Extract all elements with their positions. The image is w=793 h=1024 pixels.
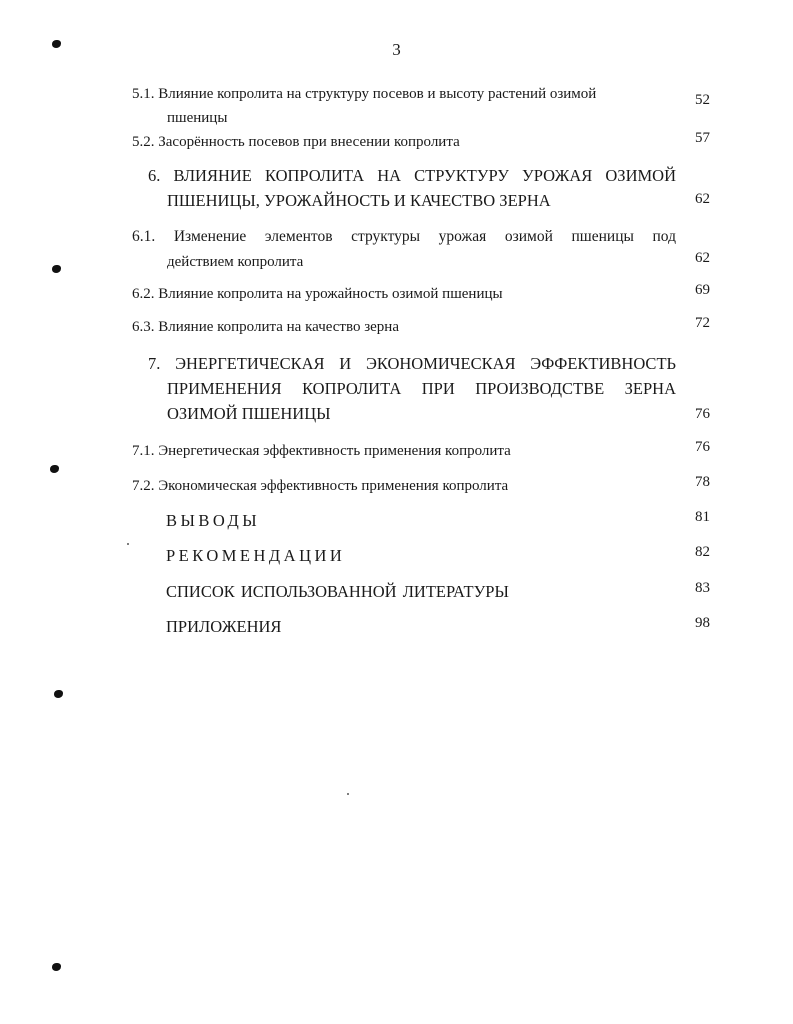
toc-entry-title: 6.1. Изменение элементов структуры урожая озимой пшеницы под [132, 228, 676, 245]
toc-page-number: 62 [695, 191, 710, 207]
toc-page-number: 76 [695, 406, 710, 422]
toc-chapter-title-continued: ПШЕНИЦЫ, УРОЖАЙНОСТЬ И КАЧЕСТВО ЗЕРНА [167, 191, 551, 210]
toc-page-number: 52 [695, 92, 710, 108]
toc-chapter-title: 7. ЭНЕРГЕТИЧЕСКАЯ И ЭКОНОМИЧЕСКАЯ ЭФФЕКТИВНОСТЬ [148, 354, 676, 373]
toc-entry-title: 6.2. Влияние копролита на урожайность озимой пшеницы [132, 286, 503, 302]
toc-entry-title: 5.2. Засорённость посевов при внесении копролита [132, 134, 460, 150]
toc-entry-title: 5.1. Влияние копролита на структуру посевов и высоту растений озимой [132, 86, 597, 102]
toc-chapter-title-continued: ОЗИМОЙ ПШЕНИЦЫ [167, 404, 331, 423]
toc-page-number: 98 [695, 615, 710, 631]
toc-page-number: 83 [695, 580, 710, 596]
toc-entry-title: 6.3. Влияние копролита на качество зерна [132, 319, 399, 335]
toc-page-number: 69 [695, 282, 710, 298]
toc-section-title: СПИСОК ИСПОЛЬЗОВАННОЙ ЛИТЕРАТУРЫ [166, 582, 509, 601]
page-number: 3 [392, 40, 401, 59]
toc-entry-title-continued: действием копролита [167, 254, 304, 270]
toc-page-number: 62 [695, 250, 710, 266]
toc-section-title: ВЫВОДЫ [166, 511, 261, 530]
toc-section-title: ПРИЛОЖЕНИЯ [166, 617, 282, 636]
toc-entry-title: 7.2. Экономическая эффективность применения копролита [132, 478, 509, 494]
toc-page-number: 78 [695, 474, 710, 490]
toc-entry-title: 7.1. Энергетическая эффективность применения копролита [132, 443, 511, 459]
toc-page-number: 82 [695, 544, 710, 560]
toc-page-number: 57 [695, 130, 710, 146]
toc-page-number: 81 [695, 509, 710, 525]
toc-chapter-title-continued: ПРИМЕНЕНИЯ КОПРОЛИТА ПРИ ПРОИЗВОДСТВЕ ЗЕРНА [167, 379, 676, 398]
toc-section-title: РЕКОМЕНДАЦИИ [166, 546, 346, 565]
toc-chapter-title: 6. ВЛИЯНИЕ КОПРОЛИТА НА СТРУКТУРУ УРОЖАЯ ОЗИМОЙ [148, 166, 676, 185]
toc-page-number: 76 [695, 439, 710, 455]
toc-entry-title-continued: пшеницы [167, 110, 228, 126]
toc-page-number: 72 [695, 315, 710, 331]
